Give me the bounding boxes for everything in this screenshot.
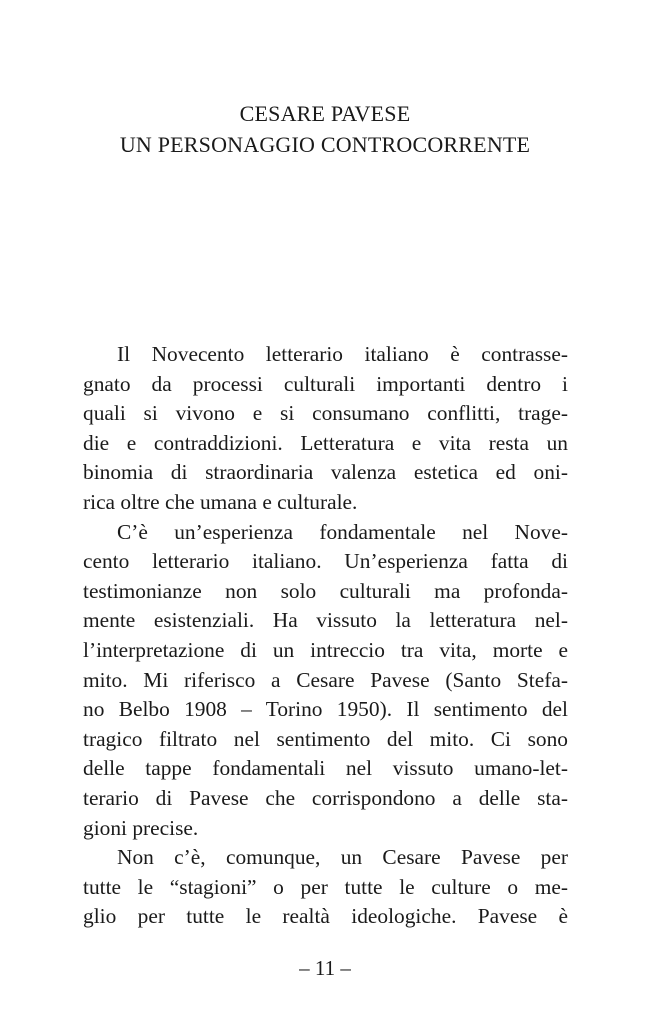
paragraph-3-line: glio per tutte le realtà ideologiche. Pavese è [83,904,568,929]
paragraph-1-line: die e contraddizioni. Letteratura e vita resta un [83,430,568,455]
paragraph-2-line: tragico filtrato nel sentimento del mito. Ci sono [83,726,568,751]
paragraph-2-line: delle tappe fondamentali nel vissuto umano-let- [83,756,568,781]
paragraph-2-line: no Belbo 1908 – Torino 1950). Il sentimento del [83,697,568,722]
page-number: – 11 – [299,956,351,980]
body-text [83,340,568,932]
paragraph-2-line: cento letterario italiano. Un’esperienza fatta di [83,549,568,574]
paragraph-2-line: terario di Pavese che corrispondono a delle sta- [83,785,568,810]
chapter-title-line-1: CESARE PAVESE [239,101,411,126]
paragraph-2-line: testimonianze non solo culturali ma profonda- [83,578,568,603]
paragraph-1-line: Il Novecento letterario italiano è contrasse- [117,342,568,366]
chapter-title [0,98,650,160]
paragraph-1-line: gnato da processi culturali importanti dentro i [83,371,568,396]
paragraph-2-line: mente esistenziali. Ha vissuto la letteratura nel- [83,608,568,633]
paragraph-3-line: Non c’è, comunque, un Cesare Pavese per [117,845,568,870]
paragraph-3-line: tutte le “stagioni” o per tutte le culture o me- [83,874,568,899]
paragraph-1-line: binomia di straordinaria valenza estetica ed oni- [83,460,568,485]
paragraph-2-line: gioni precise. [83,815,199,840]
paragraph-1-line: quali si vivono e si consumano conflitti, trage- [83,401,568,426]
paragraph-2-line: mito. Mi riferisco a Cesare Pavese (Santo Stefa- [83,667,568,692]
chapter-title-line-2: UN PERSONAGGIO CONTROCORRENTE [119,132,531,157]
paragraph-2-line: l’interpretazione di un intreccio tra vita, morte e [83,637,568,662]
paragraph-2-line: C’è un’esperienza fondamentale nel Nove- [117,519,568,544]
paragraph-1-line: rica oltre che umana e culturale. [83,489,358,514]
